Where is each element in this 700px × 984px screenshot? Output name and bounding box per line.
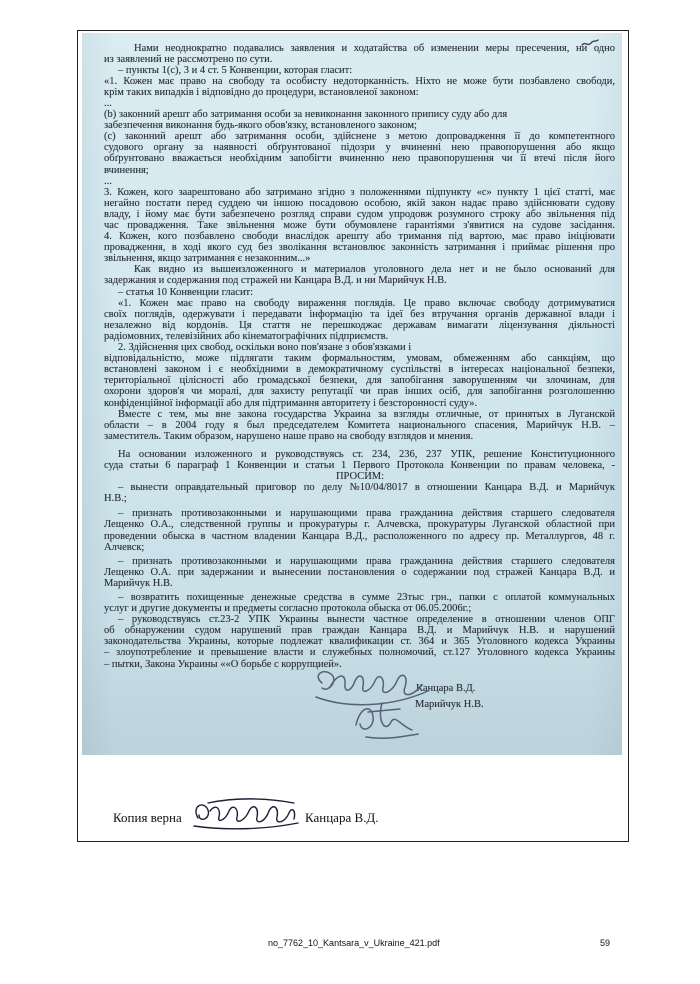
text-line-content: конфіденційної інформації або для підтримання авторитету і безсторонності суду».: [104, 397, 478, 409]
text-line-content: Алчевск;: [104, 541, 145, 553]
text-line: [104, 647, 616, 658]
text-line-content: незалежно від кордонів. Ця стаття не перешкоджає державам вимагати ліцензування діяльності: [104, 319, 615, 331]
text-line: [104, 460, 616, 471]
text-line-content: (с) законний арешт або затримання особи, здійснене з метою допровадження її до компетентного: [104, 131, 615, 143]
text-line-content: ...: [104, 175, 112, 187]
text-line-content: услуг и другие документы и предметы согласно протокола обыска от 06.05.2006г.;: [104, 603, 472, 615]
document-body: [104, 43, 616, 670]
text-line-content: заместитель. Таким образом, нарушено наше право на свободу взглядов и мнения.: [104, 430, 474, 442]
text-line-content: Н.В.;: [104, 493, 127, 505]
text-line: [104, 253, 616, 264]
text-line-content: своїх поглядів, одержувати і передавати інформацію та ідеї без втручання органів державної влади і: [104, 308, 615, 320]
text-line: [104, 131, 616, 142]
text-line-content: 2. Здійснення цих свобод, оскільки воно пов'язане з обов'язками і: [118, 342, 412, 354]
text-line: [104, 153, 616, 164]
text-line: [118, 287, 616, 298]
text-line: [104, 242, 616, 253]
certification-signature: [188, 794, 302, 834]
text-line-content: територіальної цілісності або громадської безпеки, для запобігання заворушенням чи злочинам, для: [104, 375, 615, 387]
text-line: [118, 508, 616, 519]
text-line-content: законодательства Украины, которые подлежат квалификации ст. 364 и 365 Уголовного кодекса Украины: [104, 636, 615, 648]
text-line: [104, 76, 616, 87]
text-line-content: (b) законний арешт або затримання особи за невиконання законного припису суду або для: [104, 109, 508, 121]
text-line: [134, 43, 616, 54]
text-line-content: крім таких випадків і відповідно до процедури, встановленої законом:: [104, 86, 419, 98]
text-line-content: – злоупотребление и превышение власти и служебных полномочий, ст.127 Уголовного кодекса Украины: [104, 647, 615, 659]
text-line-content: Как видно из вышеизложенного и материалов уголовного дела нет и не было оснований для: [134, 264, 615, 276]
text-line-content: «1. Кожен має право на свободу вираження поглядів. Це право включає свободу дотримуватися: [118, 297, 615, 309]
text-line-content: – признать противозаконными и нарушающими права гражданина действия старшего следователя: [118, 555, 615, 567]
text-line: [118, 409, 616, 420]
text-line: [104, 275, 616, 286]
text-line-content: вчинення;: [104, 164, 149, 176]
text-line: [104, 420, 616, 431]
text-line: [104, 636, 616, 647]
text-line: [134, 264, 616, 275]
text-line-content: задержания и содержания под стражей ни Канцара В.Д. и ни Марийчук Н.В.: [104, 275, 447, 287]
text-line: [104, 198, 616, 209]
text-line: [104, 398, 616, 409]
text-line-content: звільнення, якщо затримання є незаконним...»: [104, 253, 311, 265]
text-line-content: – возвратить похищенные денежные средства в сумме 23тыс грн., папки с оплатой коммунальных: [118, 592, 615, 603]
text-line: [118, 298, 616, 309]
footer-filename: no_7762_10_Kantsara_v_Ukraine_421.pdf: [268, 938, 440, 948]
text-line-content: 3. Кожен, кого заарештовано або затримано згідно з положеннями підпункту «с» пункту 1 цієї статті, має: [104, 186, 615, 198]
text-line-content: радіомовних, телевізійних або кінематографічних підприємств.: [104, 330, 389, 342]
text-line: [104, 603, 616, 614]
text-line-content: области – в 2004 году я был председателем Комитета национального спасения, Марийчук Н.В. –: [104, 419, 615, 431]
text-line-content: владу, і йому має бути забезпечено розгляд справи судом упродовж розумного строку або звільнення під: [104, 208, 615, 220]
handwritten-signature: [300, 663, 440, 747]
text-line: [118, 614, 616, 625]
text-line-content: из заявлений не рассмотрено по сути.: [104, 53, 273, 65]
text-line-content: обґрунтовано вважається необхідним запобігти вчиненню нею правопорушення чи її втечі після його: [104, 153, 615, 165]
text-line-content: час провадження. Таке звільнення може бути обумовлене гарантіями з'явитися на судове засідання.: [104, 220, 615, 231]
text-line: [104, 519, 616, 530]
text-line-content: об обнаружении судом нарушений прав граждан Канцара В.Д. и Марийчук Н.В. и нарушений: [104, 625, 615, 637]
text-line-content: Марийчук Н.В.: [104, 577, 173, 589]
text-line-content: Лещенко О.А., следственной группы и прокуратуры г. Алчевска, прокуратуры Луганской областной при: [104, 519, 615, 531]
text-line-content: – статья 10 Конвенции гласит:: [118, 286, 254, 298]
text-line: [104, 578, 616, 589]
text-line: [104, 176, 616, 187]
text-line: [104, 386, 616, 397]
text-line-content: ПРОСИМ:: [335, 471, 385, 483]
text-line: [104, 625, 616, 636]
text-line: [104, 493, 616, 504]
text-line-content: негайно постати перед суддею чи іншою посадовою особою, якій закон надає право здійснювати судову: [104, 197, 615, 209]
text-line-content: – вынести оправдательный приговор по делу №10/04/8017 в отношении Канцара В.Д. и Марийчук: [118, 482, 615, 494]
signatory-name: Канцара В.Д.: [416, 683, 476, 694]
text-line: [118, 556, 616, 567]
text-line: [104, 320, 616, 331]
text-line-content: Вместе с тем, мы вне закона государства Украина за взгляды отличные, от принятых в Луганской: [118, 408, 615, 420]
text-line-content: – пытки, Закона Украины ««О борьбе с коррупцией».: [104, 658, 342, 670]
handwritten-tick-icon: [580, 37, 600, 51]
text-line-content: судового органу за наявності обґрунтованої підозри у вчиненні нею правопорушення або якщо: [104, 142, 615, 154]
text-line: [104, 542, 616, 553]
text-line-content: суда статьи 6 параграф 1 Конвенции и статьи 1 Первого Протокола Конвенции по правам человека, -: [104, 459, 615, 471]
text-line: [104, 531, 616, 542]
text-line: [104, 187, 616, 198]
text-line-content: 4. Кожен, кого позбавлено свободи внаслідок арешту або тримання під вартою, має право ініціювати: [104, 231, 615, 243]
text-line-content: Лещенко О.А. при задержании и вынесении постановления о содержании под стражей Канцара В.Д. и: [104, 566, 615, 578]
text-line: [104, 364, 616, 375]
text-line: [104, 142, 616, 153]
certification-label: Копия верна: [113, 810, 182, 825]
text-line-content: проведении обыска в частном владении Канцара В.Д., расположенного по адресу пр. Металлургов, 48 г.: [104, 530, 615, 542]
text-line-content: «1. Кожен має право на свободу та особисту недоторканність. Ніхто не може бути позбавлено свободи,: [104, 75, 615, 87]
signatory-name: Марийчук Н.В.: [415, 699, 484, 710]
request-heading: [104, 471, 616, 482]
text-line: [104, 353, 616, 364]
text-line: [118, 65, 616, 76]
text-line: [104, 331, 616, 342]
text-line: [104, 98, 616, 109]
text-line: [104, 220, 616, 231]
text-line: [104, 567, 616, 578]
text-line: [118, 449, 616, 460]
text-line: [104, 309, 616, 320]
text-line-content: – пункты 1(с), 3 и 4 ст. 5 Конвенции, которая гласит:: [118, 64, 353, 76]
text-line: [104, 231, 616, 242]
text-line: [104, 375, 616, 386]
text-line-content: На основании изложенного и руководствуясь ст. 234, 236, 237 УПК, решение Конституционного: [118, 448, 615, 460]
text-line-content: охорони здоров'я чи моралі, для захисту репутації чи прав інших осіб, для запобігання розголошенню: [104, 386, 615, 398]
text-line: [104, 120, 616, 131]
text-line-content: ...: [104, 97, 112, 109]
text-line: [104, 54, 616, 65]
text-line: [118, 342, 616, 353]
text-line-content: провадження, в ході якого суд без зволікання встановлює законність затримання і приймає рішення про: [104, 242, 615, 254]
text-line: [104, 209, 616, 220]
certification-name: Канцара В.Д.: [305, 810, 379, 825]
text-line: [104, 165, 616, 176]
text-line: [104, 87, 616, 98]
text-line: [118, 592, 616, 603]
text-line: [118, 482, 616, 493]
text-line: [104, 109, 616, 120]
page-number: 59: [600, 938, 611, 948]
scanned-document: [82, 33, 622, 755]
text-line: [104, 431, 616, 442]
text-line-content: встановлені законом і є необхідними в демократичному суспільстві в інтересах національної безпеки,: [104, 364, 615, 376]
text-line-content: – признать противозаконными и нарушающими права гражданина действия старшего следователя: [118, 508, 615, 520]
text-line-content: відповідальністю, може підлягати таким формальностям, умовам, обмеженням або санкціям, що: [104, 353, 615, 365]
text-line-content: забезпечення виконання будь-якого обов'язку, встановленого законом;: [104, 120, 417, 132]
text-line-content: Нами неоднократно подавались заявления и ходатайства об изменении меры пресечения, ни одно: [134, 42, 615, 54]
text-line-content: – руководствуясь ст.23-2 УПК Украины вынести частное определение в отношении членов ОПГ: [118, 614, 615, 626]
